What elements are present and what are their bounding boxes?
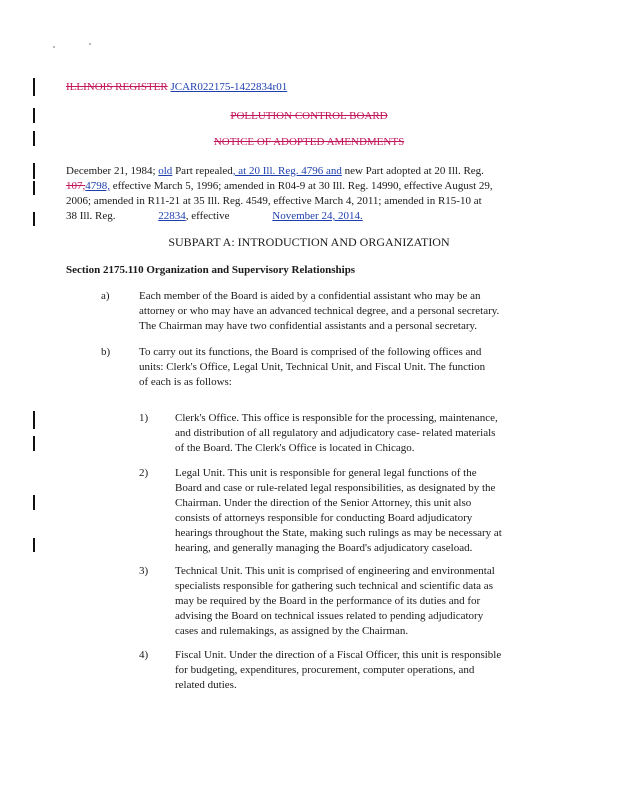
- deleted-text: 107,: [66, 180, 86, 192]
- register-label: ILLINOIS REGISTER: [66, 81, 168, 93]
- para-a-line: attorney or who may have an advanced technical degree, and a personal secretary.: [139, 305, 500, 317]
- item-line: specialists responsible for gathering such technical and scientific data as: [175, 580, 493, 592]
- source-text: December 21, 1984;: [66, 165, 156, 177]
- inserted-text: 4798,: [85, 180, 110, 192]
- item-line: consists of attorneys responsible for conducting Board adjudicatory: [175, 512, 473, 524]
- source-text: new Part adopted at 20 Ill. Reg.: [344, 165, 484, 177]
- para-b-line: To carry out its functions, the Board is comprised of the following offices and: [139, 346, 482, 358]
- subpart-title: SUBPART A: INTRODUCTION AND ORGANIZATION: [168, 235, 450, 249]
- inserted-text: November 24, 2014.: [272, 210, 363, 222]
- notice-title: NOTICE OF ADOPTED AMENDMENTS: [213, 136, 405, 148]
- source-note-line-3: 2006; amended in R11-21 at 35 Ill. Reg. 4549, effective March 4, 2011; amended in R15-10 at: [66, 195, 482, 207]
- item-line: Legal Unit. This unit is responsible for general legal functions of the: [175, 467, 477, 479]
- jcar-code: JCAR022175-1422834r01: [170, 81, 288, 93]
- item-line: Board and case or rule-related legal responsibilities, as designated by the: [175, 482, 496, 494]
- change-bar: [33, 212, 35, 226]
- item-1-marker: 1): [139, 412, 149, 424]
- item-line: hearing, and generally managing the Board's adjudicatory caseload.: [175, 542, 473, 554]
- para-a-line: Each member of the Board is aided by a confidential assistant who may be an: [139, 290, 481, 302]
- item-1-text: [175, 411, 545, 456]
- para-a-text: [139, 289, 539, 334]
- item-3-marker: 3): [139, 565, 149, 577]
- inserted-text: 22834: [158, 210, 186, 222]
- item-line: cases and rulemakings, as assigned by the Chairman.: [175, 625, 409, 637]
- source-text: Part repealed: [175, 165, 233, 177]
- register-header: [66, 80, 287, 95]
- change-bar: [33, 411, 35, 429]
- source-text: 38 Ill. Reg.: [66, 210, 116, 222]
- para-a-line: The Chairman may have two confidential assistants and a personal secretary.: [139, 320, 478, 332]
- change-bar: [33, 163, 35, 179]
- scan-speck: [53, 46, 55, 48]
- item-4-text: [175, 648, 545, 693]
- change-bar: [33, 78, 35, 96]
- para-b-marker: b): [101, 346, 111, 358]
- item-2-marker: 2): [139, 467, 149, 479]
- change-bar: [33, 181, 35, 195]
- item-line: may be required by the Board in the performance of its duties and for: [175, 595, 481, 607]
- item-line: Fiscal Unit. Under the direction of a Fiscal Officer, this unit is responsible: [175, 649, 502, 661]
- item-line: Clerk's Office. This office is responsible for the processing, maintenance,: [175, 412, 498, 424]
- source-note-line-4: [66, 209, 566, 224]
- item-line: Technical Unit. This unit is comprised of engineering and environmental: [175, 565, 495, 577]
- item-line: of the Board. The Clerk's Office is located in Chicago.: [175, 442, 415, 454]
- source-note-line-1: [66, 164, 566, 179]
- source-note-line-2: [66, 179, 566, 194]
- source-text: effective March 5, 1996; amended in R04-9 at 30 Ill. Reg. 14990, effective August 29,: [112, 180, 493, 192]
- agency-name: POLLUTION CONTROL BOARD: [230, 110, 388, 122]
- source-text: , effective: [185, 210, 230, 222]
- item-2-text: [175, 466, 545, 556]
- item-line: and distribution of all regulatory and adjudicatory case- related materials: [175, 427, 496, 439]
- inserted-text: , at 20 Ill. Reg. 4796 and: [232, 165, 342, 177]
- scan-speck: [89, 43, 91, 45]
- item-line: hearings throughout the State, making such rulings as may be necessary at: [175, 527, 502, 539]
- change-bar: [33, 495, 35, 510]
- item-line: advising the Board on technical issues related to pending adjudicatory: [175, 610, 484, 622]
- item-line: Chairman. Under the direction of the Senior Attorney, this unit also: [175, 497, 472, 509]
- item-line: related duties.: [175, 679, 237, 691]
- para-a-marker: a): [101, 290, 110, 302]
- para-b-line: of each is as follows:: [139, 376, 232, 388]
- change-bar: [33, 538, 35, 552]
- section-title: Section 2175.110 Organization and Supervisory Relationships: [66, 264, 356, 276]
- para-b-line: units: Clerk's Office, Legal Unit, Technical Unit, and Fiscal Unit. The function: [139, 361, 486, 373]
- inserted-text: old: [158, 165, 173, 177]
- item-4-marker: 4): [139, 649, 149, 661]
- item-line: for budgeting, expenditures, procurement, computer operations, and: [175, 664, 475, 676]
- para-b-text: [139, 345, 539, 390]
- change-bar: [33, 436, 35, 451]
- item-3-text: [175, 564, 545, 639]
